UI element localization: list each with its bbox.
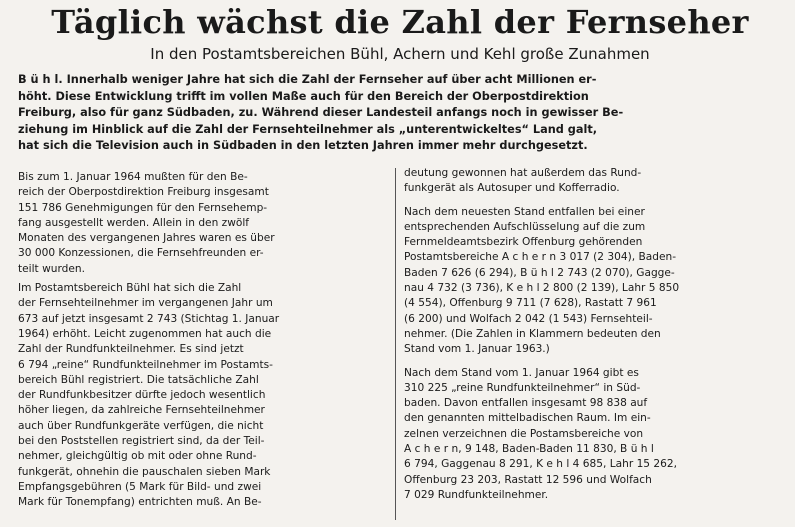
text-line: A c h e r n, 9 148, Baden-Baden 11 830, B ü h l — [404, 443, 654, 456]
right-column — [404, 166, 782, 503]
text-line: Nach dem neuesten Stand entfallen bei einer — [404, 205, 645, 218]
text-line: zelnen verzeichnen die Postamsbereiche von — [404, 427, 644, 440]
right-paragraph-3 — [404, 366, 782, 504]
text-line: 1964) erhöht. Leicht zugenommen hat auch die — [18, 327, 272, 340]
text-line: Im Postamtsbereich Bühl hat sich die Zahl — [18, 282, 242, 295]
text-line: (6 200) und Wolfach 2 042 (1 543) Fernsehteil- — [404, 312, 653, 325]
text-line: 151 786 Genehmigungen für den Fernsehemp- — [18, 201, 268, 214]
text-line: 310 225 „reine Rundfunkteilnehmer“ in Süd- — [404, 381, 641, 394]
text-line: Offenburg 23 203, Rastatt 12 596 und Wolfach — [404, 473, 652, 486]
lead-line: ziehung im Hinblick auf die Zahl der Fernsehteilnehmer als „unterentwickeltes“ Land galt, — [18, 122, 598, 136]
left-paragraph-2 — [18, 281, 388, 510]
text-line: 6 794 „reine“ Rundfunkteilnehmer im Postamts- — [18, 358, 273, 371]
article-subheadline: In den Postamtsbereichen Bühl, Achern und Kehl große Zunahmen — [150, 45, 650, 63]
left-paragraph-1 — [18, 170, 388, 277]
lead-line: hat sich die Television auch in Südbaden in den letzten Jahren immer mehr durchgesetzt. — [18, 139, 588, 152]
text-line: bereich Bühl registriert. Die tatsächliche Zahl — [18, 373, 259, 386]
column-divider — [395, 168, 396, 520]
text-line: Stand vom 1. Januar 1963.) — [404, 343, 550, 356]
lead-line: höht. Diese Entwicklung trifft im vollen Maße auch für den Bereich der Oberpostdirektion — [18, 89, 589, 103]
text-line: Baden 7 626 (6 294), B ü h l 2 743 (2 070), Gagge- — [404, 266, 675, 279]
text-line: Nach dem Stand vom 1. Januar 1964 gibt es — [404, 366, 639, 379]
text-line: Fernmeldeamtsbezirk Offenburg gehörenden — [404, 236, 643, 249]
text-line: 673 auf jetzt insgesamt 2 743 (Stichtag 1. Januar — [18, 312, 280, 325]
lead-line: Freiburg, also für ganz Südbaden, zu. Während dieser Landesteil anfangs noch in gewisser Be- — [18, 106, 624, 119]
text-line: teilt wurden. — [18, 262, 85, 275]
text-line: reich der Oberpostdirektion Freiburg insgesamt — [18, 186, 269, 199]
text-line: Zahl der Rundfunkteilnehmer. Es sind jetzt — [18, 343, 244, 356]
text-line: höher liegen, da zahlreiche Fernsehteilnehmer — [18, 404, 265, 417]
text-line: funkgerät, ohnehin die pauschalen sieben Mark — [18, 465, 271, 478]
text-line: der Rundfunkbesitzer dürfte jedoch wesentlich — [18, 389, 266, 402]
article-headline: Täglich wächst die Zahl der Fernseher — [51, 3, 749, 41]
text-line: 6 794, Gaggenau 8 291, K e h l 4 685, Lahr 15 262, — [404, 458, 678, 471]
text-line: (4 554), Offenburg 9 711 (7 628), Rastatt 7 961 — [404, 297, 657, 310]
text-line: den genannten mittelbadischen Raum. Im ein- — [404, 412, 651, 425]
text-line: bei den Poststellen registriert sind, da der Teil- — [18, 435, 265, 448]
right-paragraph-2 — [404, 205, 782, 358]
text-line: 30 000 Konzessionen, die Fernsehfreunden er- — [18, 247, 264, 260]
article-lead — [18, 72, 778, 155]
text-line: Bis zum 1. Januar 1964 mußten für den Be- — [18, 171, 248, 183]
text-line: deutung gewonnen hat außerdem das Rund- — [404, 167, 642, 179]
text-line: Empfangsgebühren (5 Mark für Bild- und zwei — [18, 480, 262, 493]
text-line: nau 4 732 (3 736), K e h l 2 800 (2 139), Lahr 5 850 — [404, 282, 680, 295]
text-line: Monaten des vergangenen Jahres waren es über — [18, 232, 275, 245]
lead-line: B ü h l. Innerhalb weniger Jahre hat sich die Zahl der Fernseher auf über acht Millionen er- — [18, 73, 597, 86]
text-line: funkgerät als Autosuper und Kofferradio. — [404, 182, 620, 195]
text-line: nehmer. (Die Zahlen in Klammern bedeuten den — [404, 327, 661, 340]
text-line: der Fernsehteilnehmer im vergangenen Jahr um — [18, 297, 273, 310]
right-paragraph-1 — [404, 166, 782, 197]
text-line: fang ausgestellt werden. Allein in den zwölf — [18, 216, 250, 229]
text-line: auch über Rundfunkgeräte verfügen, die nicht — [18, 419, 264, 432]
text-line: entsprechenden Aufschlüsselung auf die zum — [404, 220, 646, 233]
text-line: nehmer, gleichgültig ob mit oder ohne Rund- — [18, 450, 257, 463]
text-line: Postamtsbereiche A c h e r n 3 017 (2 304), Baden- — [404, 251, 677, 264]
text-line: 7 029 Rundfunkteilnehmer. — [404, 488, 549, 501]
text-line: Mark für Tonempfang) entrichten muß. An Be- — [18, 496, 262, 509]
left-column — [18, 170, 388, 511]
text-line: baden. Davon entfallen insgesamt 98 838 auf — [404, 397, 648, 410]
